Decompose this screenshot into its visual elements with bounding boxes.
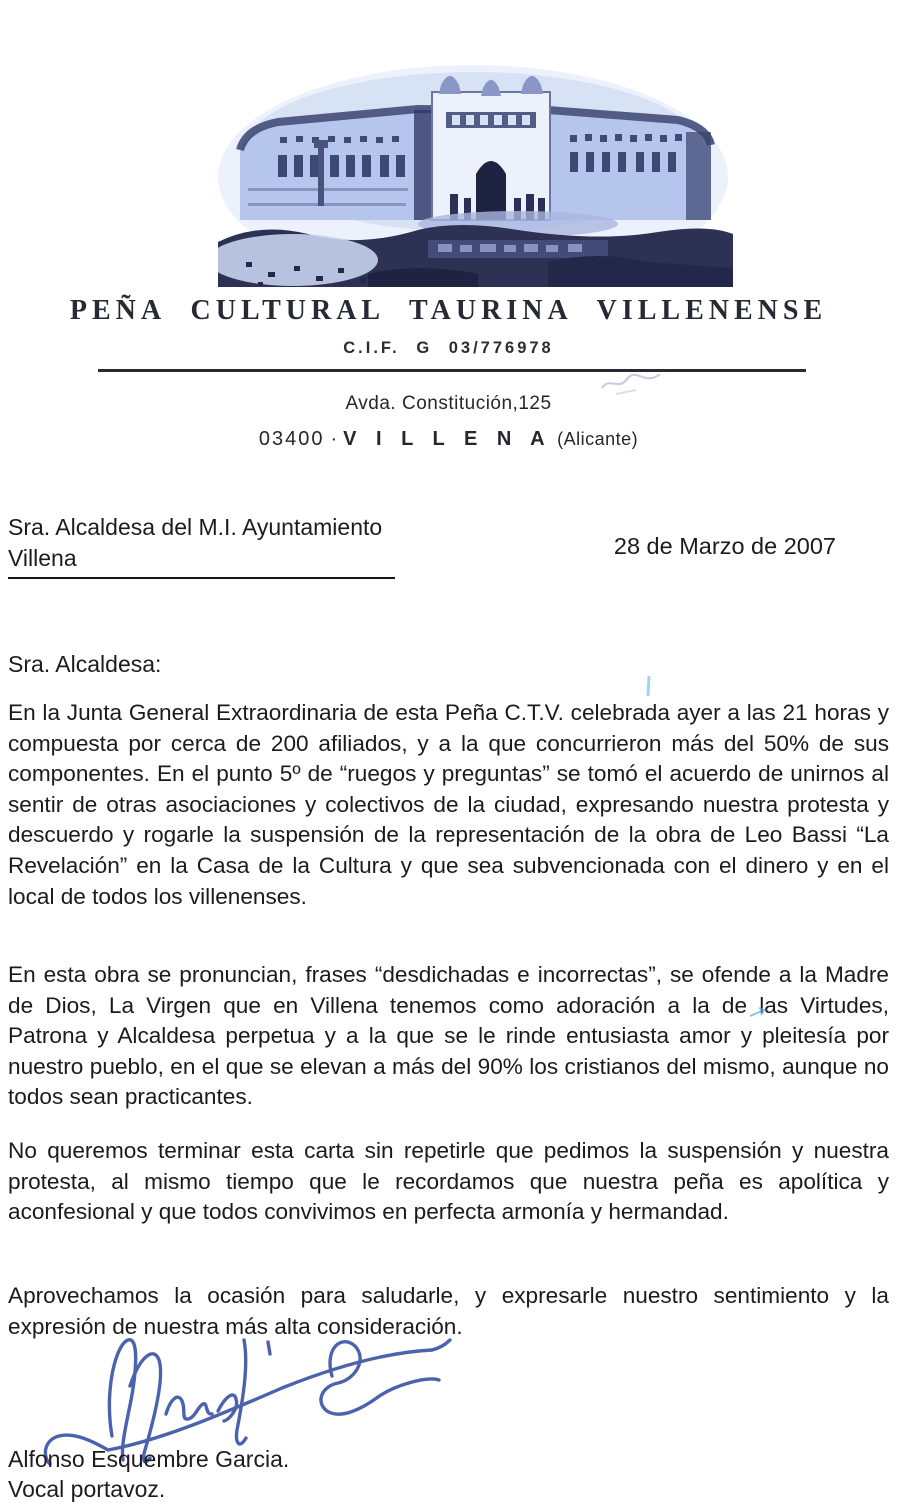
organization-name: PEÑA CULTURAL TAURINA VILLENENSE — [69, 295, 828, 326]
body-paragraph-1: En la Junta General Extraordinaria de esta Peña C.T.V. celebrada ayer a las 21 horas y compuesta por cerca de 200 afiliados, y a la que concurrieron más del 50% de sus componentes. En el punto 5º de “ruegos y preguntas” se tomó el acuerdo de unirnos al sentir de otras asociaciones y colectivos de la ciudad, expresando nuestra protesta y descuerdo y rogarle la suspensión de la representación de la obra de Leo Bassi “La Revelación” en la Casa de la Cultura y que sea subvencionada con el dinero y en el local de todos los villenenses. — [8, 700, 889, 909]
letterhead-address-street: Avda. Constitución,125 — [345, 393, 552, 414]
cif-number: C.I.F. G 03/776978 — [343, 339, 554, 357]
body-paragraph-4: Aprovechamos la ocasión para saludarle, y expresarle nuestro sentimiento y la expresión de nuestra más alta consideración. — [8, 1283, 889, 1339]
recipient-block — [8, 512, 395, 579]
address-separator: · — [330, 428, 338, 450]
letterhead-address-city — [0, 428, 897, 451]
address-city-name: V I L L E N A — [343, 428, 552, 450]
signer-name: Alfonso Esquembre Garcia. — [8, 1446, 290, 1472]
letterhead-photo — [218, 52, 733, 287]
address-zip: 03400 — [258, 428, 325, 450]
signer-role: Vocal portavoz. — [8, 1476, 166, 1502]
body-paragraph-2: En esta obra se pronuncian, frases “desdichadas e incorrectas”, se ofende a la Madre de Dios, La Virgen que en Villena tenemos como adoración a la de las Virtudes, Patrona y Alcaldesa perpetua y a la que se le rinde entusiasta amor y pleitesía por nuestro pueblo, en el que se elevan a más del 90% los cristianos del mismo, aunque no todos sean practicantes. — [8, 962, 889, 1110]
recipient-line1: Sra. Alcaldesa del M.I. Ayuntamiento — [8, 514, 383, 540]
scan-artifact-blue-2 — [748, 1006, 768, 1020]
salutation: Sra. Alcaldesa: — [8, 651, 162, 677]
body-paragraph-3: No queremos terminar esta carta sin repetirle que pedimos la suspensión y nuestra protesta, al mismo tiempo que le recordamos que nuestra peña es apolítica y aconfesional y que todos convivimos en perfecta armonía y hermandad. — [8, 1138, 889, 1225]
letterhead-divider — [98, 369, 806, 372]
letter-date: 28 de Marzo de 2007 — [613, 533, 836, 559]
recipient-line2: Villena — [8, 543, 395, 579]
scan-artifact-blue — [642, 674, 656, 700]
bullring-photo-illustration — [218, 52, 733, 287]
address-province: (Alicante) — [557, 429, 639, 449]
